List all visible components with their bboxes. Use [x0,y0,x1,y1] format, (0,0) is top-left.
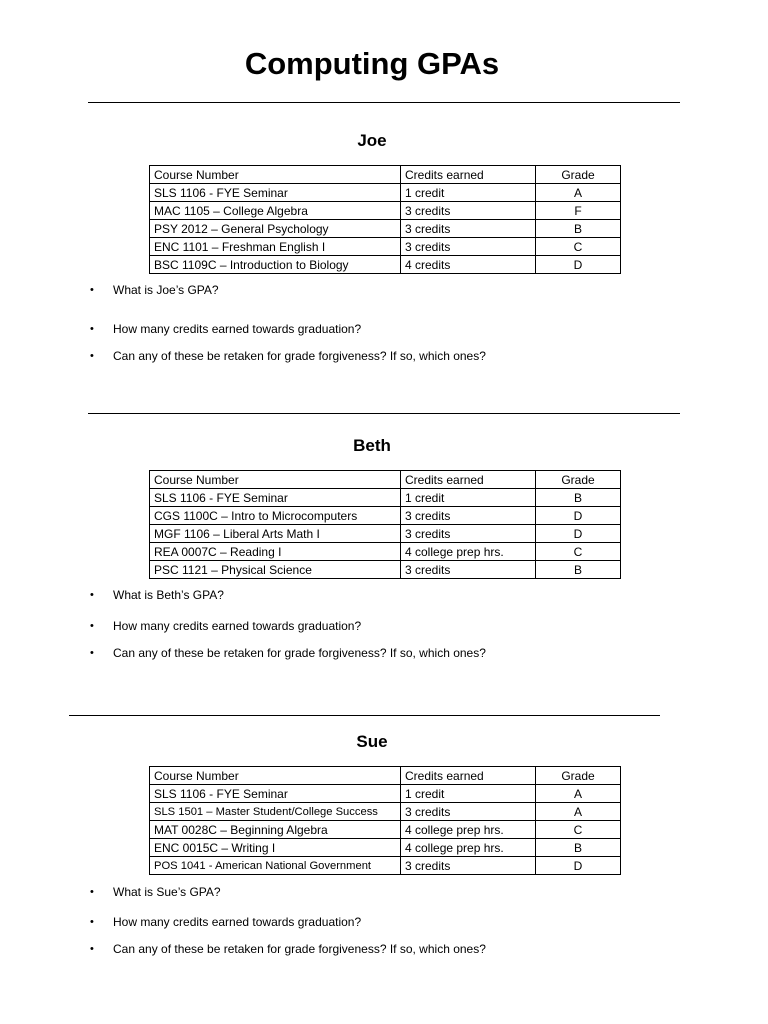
credits-cell: 1 credit [401,184,536,202]
question-item [90,322,361,336]
bullet-icon: • [90,647,94,659]
question-text: How many credits earned towards graduation? [113,619,362,633]
page-title: Computing GPAs [244,46,500,81]
grade-cell: D [536,507,621,525]
table-row [150,821,621,839]
header-credits: Credits earned [401,471,536,489]
credits-cell: 4 college prep hrs. [401,821,536,839]
credits-cell: 3 credits [401,803,536,821]
credits-cell: 4 college prep hrs. [401,839,536,857]
course-cell: MGF 1106 – Liberal Arts Math I [150,525,401,543]
credits-cell: 4 credits [401,256,536,274]
student-name-sue: Sue [356,732,388,751]
table-row [150,803,621,821]
bullet-icon: • [90,620,94,632]
course-cell: SLS 1106 - FYE Seminar [150,184,401,202]
table-row [150,857,621,875]
grade-cell: A [536,184,621,202]
student-name-joe: Joe [357,131,387,150]
table-header-row [150,166,621,184]
question-item [90,349,486,363]
bullet-icon: • [90,323,94,335]
question-text: What is Beth’s GPA? [113,588,224,602]
question-text: Can any of these be retaken for grade forgiveness? If so, which ones? [113,646,486,660]
credits-cell: 3 credits [401,857,536,875]
grade-cell: C [536,543,621,561]
grade-cell: D [536,525,621,543]
question-text: How many credits earned towards graduation? [113,915,362,929]
table-row [150,238,621,256]
credits-cell: 3 credits [401,525,536,543]
bullet-icon: • [90,350,94,362]
grades-table-sue [149,766,621,875]
section-divider [88,102,680,103]
grades-table-beth [149,470,621,579]
bullet-icon: • [90,589,94,601]
course-cell: MAC 1105 – College Algebra [150,202,401,220]
table-header-row [150,767,621,785]
course-cell: CGS 1100C – Intro to Microcomputers [150,507,401,525]
bullet-icon: • [90,916,94,928]
credits-cell: 3 credits [401,202,536,220]
grade-cell: D [536,857,621,875]
header-grade: Grade [536,166,621,184]
table-row [150,561,621,579]
course-cell: SLS 1106 - FYE Seminar [150,785,401,803]
section-divider [88,413,680,414]
grades-table-joe [149,165,621,274]
table-row [150,202,621,220]
course-cell: PSY 2012 – General Psychology [150,220,401,238]
course-cell: ENC 0015C – Writing I [150,839,401,857]
table-row [150,220,621,238]
credits-cell: 1 credit [401,489,536,507]
question-item [90,646,486,660]
table-row [150,525,621,543]
bullet-icon: • [90,943,94,955]
credits-cell: 3 credits [401,220,536,238]
header-course: Course Number [150,767,401,785]
grade-cell: B [536,561,621,579]
table-row [150,785,621,803]
credits-cell: 3 credits [401,507,536,525]
course-cell: REA 0007C – Reading I [150,543,401,561]
course-cell: ENC 1101 – Freshman English I [150,238,401,256]
course-cell: BSC 1109C – Introduction to Biology [150,256,401,274]
question-text: What is Joe’s GPA? [113,283,219,297]
question-item [90,915,361,929]
question-item [90,619,361,633]
course-cell: MAT 0028C – Beginning Algebra [150,821,401,839]
course-cell: SLS 1106 - FYE Seminar [150,489,401,507]
grade-cell: F [536,202,621,220]
grade-cell: B [536,220,621,238]
header-grade: Grade [536,767,621,785]
credits-cell: 3 credits [401,238,536,256]
header-course: Course Number [150,471,401,489]
grade-cell: D [536,256,621,274]
credits-cell: 4 college prep hrs. [401,543,536,561]
course-cell: SLS 1501 – Master Student/College Success [150,803,401,821]
question-item [90,885,221,899]
grade-cell: C [536,821,621,839]
student-name-beth: Beth [353,436,391,455]
table-row [150,839,621,857]
question-text: How many credits earned towards graduation? [113,322,362,336]
credits-cell: 3 credits [401,561,536,579]
table-row [150,184,621,202]
question-text: What is Sue’s GPA? [113,885,221,899]
table-row [150,507,621,525]
bullet-icon: • [90,886,94,898]
grade-cell: B [536,839,621,857]
grade-cell: A [536,803,621,821]
section-divider [69,715,660,716]
credits-cell: 1 credit [401,785,536,803]
bullet-icon: • [90,284,94,296]
grade-cell: C [536,238,621,256]
question-text: Can any of these be retaken for grade forgiveness? If so, which ones? [113,942,486,956]
header-course: Course Number [150,166,401,184]
table-row [150,256,621,274]
course-cell: PSC 1121 – Physical Science [150,561,401,579]
question-item [90,588,224,602]
header-credits: Credits earned [401,767,536,785]
header-grade: Grade [536,471,621,489]
question-item [90,942,486,956]
grade-cell: B [536,489,621,507]
header-credits: Credits earned [401,166,536,184]
table-row [150,543,621,561]
grade-cell: A [536,785,621,803]
question-text: Can any of these be retaken for grade forgiveness? If so, which ones? [113,349,486,363]
course-cell: POS 1041 - American National Government [150,857,401,875]
table-row [150,489,621,507]
question-item [90,283,219,297]
table-header-row [150,471,621,489]
